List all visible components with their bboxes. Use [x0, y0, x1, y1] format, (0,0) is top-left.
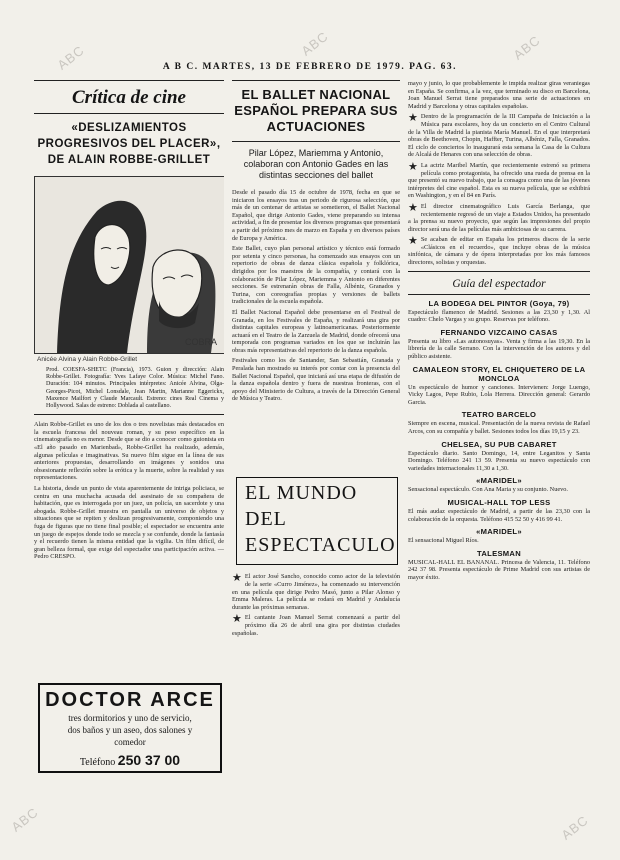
film-title: «DESLIZAMIENTOS PROGRESIVOS DEL PLACER», DE ALAIN ROBBE-GRILLET — [37, 122, 221, 166]
ad-phone — [40, 752, 220, 768]
ballet-paragraph: Festivales como los de Santander, San Sebastián, Granada y Peralada han mostrado su interés por contar con la presencia del Ballet Nacional Español, que iniciará así una etapa de difusión de la danza española dentro y fuera de nuestras fronteras, con el apoyo del Ministerio de Cultura, a través de la Dirección General de Música y Teatro. — [232, 357, 400, 403]
divider — [232, 141, 400, 142]
film-photo-drawing — [35, 177, 224, 353]
star-icon: ★ — [232, 612, 242, 626]
venue-text: Siempre en escena, musical. Presentación de la nueva revista de Rafael Arcos, con su compañía y ballet. Sesiones todos los días 19,15 y 23. — [408, 420, 590, 435]
ad-line: dos baños y un aseo, dos salones y — [67, 724, 193, 735]
venue-text: El más audaz espectáculo de Madrid, a partir de las 23,30 con la colaboración de la orquesta. Teléfono 415 52 50 y 416 99 41. — [408, 507, 590, 523]
ballet-headline: EL BALLET NACIONAL ESPAÑOL PREPARA SUS ACTUACIONES — [234, 87, 398, 134]
news-item-text: La actriz Maribel Martín, que recientemente estrenó su primera película como protagonista, ha ofrecido una rueda de prensa en la que presentó su nuevo trabajo, que la consagra como una de las jóvenes intérpretes del cine español. Esta es su nueva película, que se exhibirá en Washington, y en el 84 en París. — [408, 161, 590, 200]
venue-text: Sensacional espectáculo. Con Ana Maria y su conjunto. Nuevo. — [408, 486, 569, 494]
venue-name: TEATRO BARCELO — [461, 410, 537, 420]
mundo-title-line: EL MUNDO — [245, 482, 358, 505]
watermark: ABC — [510, 32, 544, 63]
watermark: ABC — [54, 42, 88, 73]
watermark: ABC — [8, 804, 42, 835]
mundo-espectaculo-box — [236, 477, 398, 565]
ballet-paragraph: Este Ballet, cuyo plan personal artístico y técnico está formado por setenta y cinco personas, ha comenzado sus ensayos con un repertorio de obras de danza clásica española y folklórica, dirigidos por los maestros de la compañía, y contará con la colaboración de Pilar López, Mariemma y Antonio en diferentes secciones. Se estrenarán obras de Falla, Albéniz, Granados y Turina, con coreografías propias y versiones de ballets tradicionales de la escuela española. — [232, 245, 400, 306]
film-credits: Prod. COESFA-SHETC (Francia), 1973. Guion y dirección: Alain Robbe-Grillet. Fotografía: Yves Lafaye Color. Música: Michel Fano. Duración: 104 minutos. Principales intérpretes: Anicée Alvina, Olga-Georges-Picot, Michel Lonsdale, Jean Martin, Marianne Eggerickx, Maxence Mailfort y Claude Marcault. Estreno: cines Real Cinema y Hollywood. Salas de estreno: Doblada al castellano. — [46, 367, 224, 410]
star-icon: ★ — [408, 200, 418, 214]
divider — [232, 80, 400, 81]
venue-name: «MARIDEL» — [476, 476, 522, 486]
news-item-text: Dentro de la programación de la III Campaña de Iniciación a la Música para escolares, hoy da un concierto en el Centro Cultural de la Villa de Madrid la pianista María Manuel. En el que interpretará obras de Beethoven, Chopin, Haffter, Turina, Albéniz, Falla, Granados. El ciclo de conciertos lo inaugurará esta semana la Casa de la Cultura de Alcalá de Henares con una selección de obras. — [408, 113, 590, 159]
page-header: A B C. MARTES, 13 DE FEBRERO DE 1979. PAG. 63. — [162, 62, 458, 72]
guia-title: Guía del espectador — [452, 277, 546, 290]
ballet-paragraph: Desde el pasado día 15 de octubre de 1978, fecha en que se iniciaron los ensayos tras un periodo de rigurosa selección, que más de un centenar de artistas se sometieron, el Ballet Nacional Español, que dirige Antonio Gades, viene preparando su intensa actividad, a fin de presentar los diversos programas que presentará a partir del próximo mes de marzo en España y en diversos países de Europa y América. — [232, 189, 400, 242]
review-body: Alain Robbe-Grillet es uno de los dos o tres novelistas más destacados en la escuela francesa del nouveau roman, y su peso específico en la cinematografía no es menor. Desde que se dio a conocer como guionista en «El año pasado en Marienbad», Robbe-Grillet ha realizado, además, algunas películas e imaginativas. Su nuevo film sigue en la línea de sus anteriores propuestas, desarrollando en imágenes y sonidos una obsesionante reflexión sobre la erótica y la muerte, sobre la realidad y sus representaciones. — [34, 421, 224, 482]
news-item — [408, 200, 590, 233]
mundo-item — [232, 614, 400, 637]
news-item — [408, 159, 590, 200]
doctor-arce-ad — [38, 683, 222, 773]
star-icon: ★ — [408, 159, 418, 173]
venue-text: Espectáculo flamenco de Madrid. Sesiones a las 23,30 y 1,30. Al cuadro: Chelo Vargas y su grupo. Reservas por teléfono. — [408, 308, 590, 324]
mundo-item — [232, 573, 400, 611]
star-icon: ★ — [232, 571, 242, 585]
venue-text: Presenta su libro «Las autonosuyas». Venta y firma a las 19,30. En la librería de la calle Serrano. Con la intervención de los autores y del público asistente. — [408, 337, 590, 361]
photo-signature: COBRA — [185, 337, 218, 347]
venue-text: Espectáculo diario. Santo Domingo, 14, entre Leganitos y Santa Domingo. Teléfono 241 13 59. Presenta su nuevo espectáculo con variedades internacionales 11,30 a 1,30. — [408, 449, 590, 472]
venue-text: MUSICAL-HALL EL BANANAL. Princesa de Valencia, 11. Teléfono 242 37 98. Presenta espectáculo de Prime Madrid con sus artistas de mayor éxito. — [408, 558, 590, 581]
intro-paragraph: mayo y junio, lo que probablemente le impida realizar giras veraniegas en España. Se confirma, a la vez, que terminado su disco en Barcelona, Joan Manuel Serrat tiene preparados una serie de actuaciones en Madrid y Barcelona y otras capitales españolas. — [408, 80, 590, 110]
film-photo — [34, 176, 224, 354]
ballet-paragraph: El Ballet Nacional Español debe presentarse en el Festival de Granada, en los Festivales de España, y realizará una gira por distintas capitales europeas y latinoamericanas. Posteriormente actuará en el Teatro de la Zarzuela de Madrid, donde ofrecerá una temporada con programas variados en los que se incluirán las obras más representativas del repertorio de la danza española. — [232, 308, 400, 354]
ad-phone-label: Teléfono — [79, 756, 116, 768]
venue-name: FERNANDO VIZCAINO CASAS — [440, 327, 558, 337]
news-item — [408, 236, 590, 266]
critica-column — [34, 80, 224, 840]
venue-name: MUSICAL-HALL TOP LESS — [447, 497, 551, 507]
photo-caption: Anicée Alvina y Alain Robbe-Grillet — [37, 356, 138, 363]
ad-line: tres dormitorios y uno de servicio, — [68, 712, 192, 723]
review-body: La historia, desde un punto de vista aparentemente de intriga policiaca, se centra en una muchacha acusada del asesinato de su compañera de habitación, que es interrogada por un juez, un policía, un sacerdote y una abogada. Robbe-Grillet muestra en pantalla un universo de objetos y situaciones que se repiten y deslizan progresivamente, componiendo una fuga de figuras que no tiene final posible; el espectador se encuentra ante un juego de espejos donde todo se mezcla y se confunde, donde la fantasía y el recuerdo tienen la misma entidad que la vigilia. Un film difícil, de gran belleza formal, que exige del espectador una participación activa. — Pedro CRESPO. — [34, 484, 224, 561]
star-icon: ★ — [408, 111, 418, 125]
watermark: ABC — [558, 812, 592, 843]
divider — [34, 113, 224, 114]
ballet-column — [232, 80, 400, 840]
news-item-text: El director cinematográfico Luis García Berlanga, que recientemente regresó de un viaje a Estados Unidos, ha presentado a la prensa su nuevo proyecto, que según las impresiones del propio director será una de las películas más ambiciosas de su carrera. — [408, 202, 590, 233]
venue-name: «MARIDEL» — [476, 527, 522, 537]
divider — [408, 294, 590, 295]
venue-name: TALESMAN — [476, 548, 522, 558]
mundo-title-line: DEL — [245, 508, 287, 531]
venue-name: CHELSEA, SU PUB CABARET — [441, 439, 557, 449]
venue-text: Un espectáculo de humor y canciones. Intervienen: Jorge Luengo, Vicky Lagos, Pepe Rubio, Lola Herrera. Dirección general: Gerardo Garcia. — [408, 383, 590, 406]
star-icon: ★ — [408, 234, 418, 248]
divider — [34, 80, 224, 81]
mundo-title-line: ESPECTACULO — [245, 534, 396, 557]
divider — [34, 414, 224, 415]
mundo-item-text: El cantante Joan Manuel Serrat comenzará a partir del próximo día 26 de abril una gira por distintas ciudades españolas. — [232, 614, 400, 637]
venue-name: LA BODEGA DEL PINTOR (Goya, 79) — [428, 298, 570, 308]
right-column — [408, 80, 592, 843]
watermark: ABC — [298, 28, 332, 59]
ad-phone-number: 250 37 00 — [117, 751, 181, 768]
ballet-subhead: Pilar López, Mariemma y Antonio, colaboran con Antonio Gades en las distintas secciones del ballet — [243, 148, 389, 180]
section-title: Crítica de cine — [72, 87, 186, 108]
venue-name: CAMALEON STORY, EL CHIQUETERO DE LA MONCLOA — [412, 364, 586, 383]
ad-title: DOCTOR ARCE — [45, 688, 215, 711]
mundo-item-text: El actor José Sancho, conocido como actor de la televisión de la serie «Curro Jiménez», ha comenzado su intervención en una película que dirige Pedro Masó, junto a Pilar Alonso y Emma Maleras. La película se rodará en Madrid y Andalucía durante las próximas semanas. — [232, 573, 400, 611]
ad-line: comedor — [114, 736, 146, 747]
news-item — [408, 113, 590, 159]
news-item-text: Se acaban de editar en España los primeros discos de la serie «Clásicos en el recuerdo», que incluye obras de la música sinfónica, de cámara y de ópera interpretadas por los más famosos directores, solistas y orquestas. — [408, 236, 590, 267]
venue-text: El sensacional Miguel Ríos. — [408, 537, 479, 545]
divider — [408, 271, 590, 272]
